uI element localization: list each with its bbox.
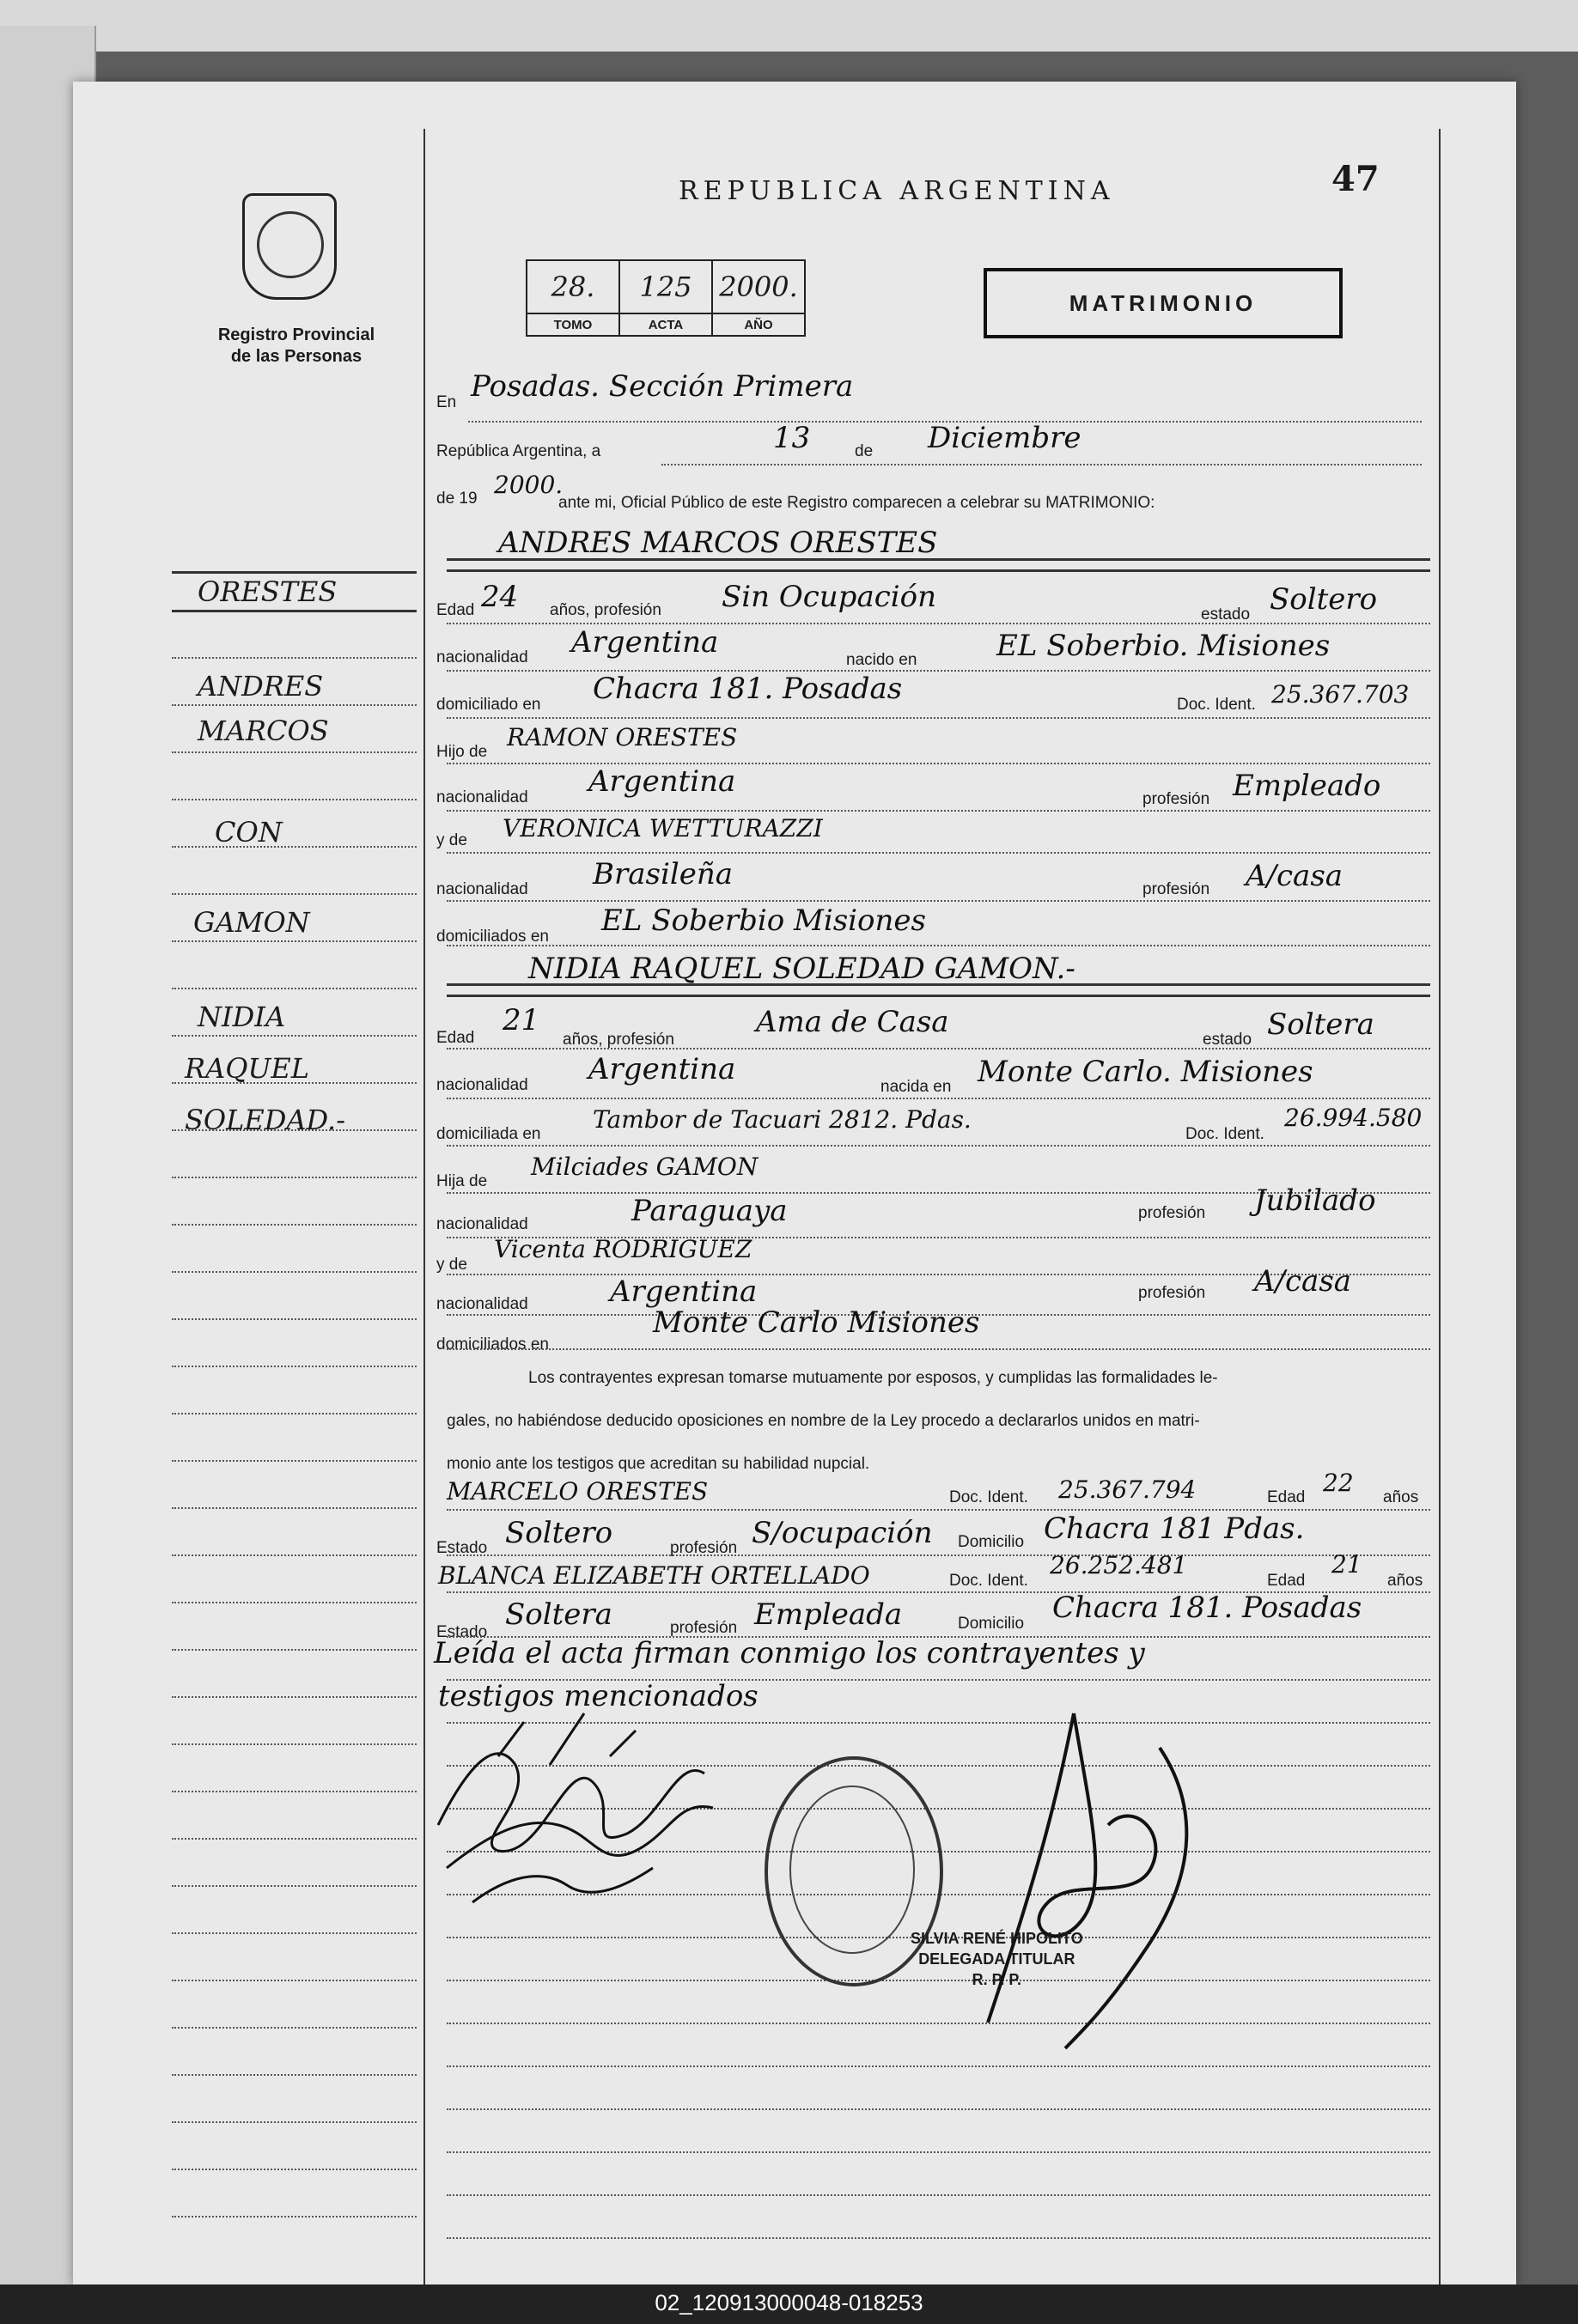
margin-rule: [172, 1413, 417, 1414]
contracting-parties-signatures: [421, 1705, 739, 1928]
margin-rule: [172, 1366, 417, 1367]
margin-rule: [172, 1271, 417, 1273]
line-rule: [447, 2237, 1430, 2239]
margin-given-bride-3: SOLEDAD.-: [185, 1104, 346, 1136]
margin-rule: [172, 751, 417, 753]
bride-doc: 26.994.580: [1284, 1104, 1423, 1132]
officer-stamp-text: [911, 1928, 1083, 1990]
groom-nacido-label: nacido en: [846, 651, 917, 669]
republica-label: República Argentina, a: [436, 442, 601, 460]
bride-hija-label: Hija de: [436, 1172, 488, 1190]
closing-line-1: Leída el acta firman conmigo los contrayentes y: [434, 1636, 1145, 1670]
witness2-edad-label: Edad: [1267, 1572, 1306, 1590]
acta-table: [526, 259, 806, 337]
bride-age: 21: [503, 1003, 540, 1037]
bride-name: NIDIA RAQUEL SOLEDAD GAMON.-: [528, 952, 1075, 986]
bride-mother-prof-label: profesión: [1138, 1284, 1206, 1302]
witness1-age: 22: [1323, 1469, 1354, 1497]
officer-office: R. P. P.: [972, 1971, 1022, 1988]
line-rule: [447, 2108, 1430, 2110]
country-heading: REPUBLICA ARGENTINA: [679, 176, 1115, 206]
groom-nationality: Argentina: [571, 625, 719, 660]
bride-yde-label: y de: [436, 1256, 467, 1274]
line-rule: [447, 945, 1430, 946]
bride-domiciliada-label: domiciliada en: [436, 1125, 541, 1143]
witness1-domicilio-label: Domicilio: [958, 1533, 1025, 1551]
line-rule: [447, 2151, 1430, 2153]
bride-father-prof-label: profesión: [1138, 1204, 1206, 1222]
margin-rule: [172, 846, 417, 848]
bride-mother-nationality: Argentina: [610, 1275, 758, 1309]
margin-rule: [172, 988, 417, 989]
margin-rule: [172, 2074, 417, 2076]
groom-doc-label: Doc. Ident.: [1177, 696, 1256, 714]
margin-rule: [172, 1554, 417, 1556]
bride-nationality: Argentina: [588, 1052, 736, 1086]
margin-rule: [172, 1035, 417, 1037]
witness1-doc-label: Doc. Ident.: [949, 1488, 1028, 1506]
declaration-paragraph: [447, 1366, 1430, 1477]
witness1-address: Chacra 181 Pdas.: [1044, 1512, 1305, 1546]
acta-label: ACTA: [619, 313, 712, 336]
line-rule: [447, 717, 1430, 719]
groom-mother-nationality: Brasileña: [593, 857, 733, 891]
bride-address: Tambor de Tacuari 2812. Pdas.: [593, 1105, 972, 1134]
margin-rule: [172, 657, 417, 659]
month-value: Diciembre: [928, 421, 1081, 455]
line-rule: [447, 558, 1430, 561]
groom-yde-label: y de: [436, 831, 467, 849]
line-rule: [661, 464, 1422, 465]
witness1-profesion-label: profesión: [670, 1539, 738, 1557]
groom-father-nationality: Argentina: [588, 764, 736, 799]
margin-rule: [172, 1082, 417, 1084]
line-rule: [447, 1145, 1430, 1147]
bride-doc-label: Doc. Ident.: [1185, 1125, 1264, 1143]
witness1-doc: 25.367.794: [1058, 1475, 1197, 1504]
closing-line-2: testigos mencionados: [438, 1679, 759, 1713]
margin-rule: [172, 2169, 417, 2170]
line-rule: [447, 623, 1430, 624]
margin-rule: [172, 2216, 417, 2218]
witness1-anos-label: años: [1383, 1488, 1419, 1506]
line-rule: [447, 1348, 1430, 1350]
ano-label: AÑO: [712, 313, 805, 336]
margin-given-groom-2: MARCOS: [198, 715, 329, 747]
margin-rule: [172, 799, 417, 800]
bride-profession: Ama de Casa: [756, 1005, 949, 1039]
bride-father-nat-label: nacionalidad: [436, 1215, 528, 1233]
bride-nacida-label: nacida en: [880, 1078, 952, 1096]
page-number: 47: [1331, 159, 1380, 199]
margin-rule: [172, 1507, 417, 1509]
margin-given-bride-1: NIDIA: [198, 1001, 286, 1033]
groom-nacionalidad-label: nacionalidad: [436, 648, 528, 666]
line-rule: [447, 2194, 1430, 2196]
groom-mother-nat-label: nacionalidad: [436, 880, 528, 898]
groom-domiciliado-label: domiciliado en: [436, 696, 541, 714]
line-rule: [447, 1509, 1430, 1511]
bride-mother-profession: A/casa: [1254, 1264, 1352, 1299]
margin-rule: [172, 1838, 417, 1840]
bride-estado: Soltera: [1267, 1007, 1374, 1042]
groom-estado-label: estado: [1201, 605, 1251, 624]
line-rule: [447, 569, 1430, 572]
groom-parents-address: EL Soberbio Misiones: [601, 903, 926, 938]
margin-rule: [172, 1602, 417, 1603]
groom-mother-profession: A/casa: [1246, 859, 1343, 893]
bride-estado-label: estado: [1203, 1031, 1252, 1049]
witness2-doc-label: Doc. Ident.: [949, 1572, 1028, 1590]
line-rule: [447, 852, 1430, 854]
witness2-age: 21: [1331, 1550, 1362, 1579]
groom-father-prof-label: profesión: [1142, 790, 1210, 808]
year-value: 2000.: [494, 471, 564, 499]
declaration-line-3: monio ante los testigos que acreditan su habilidad nupcial.: [447, 1455, 870, 1473]
margin-rule: [172, 1932, 417, 1934]
registry-name: [193, 325, 399, 368]
tomo-value: 28.: [527, 260, 619, 313]
bride-parents-address: Monte Carlo Misiones: [653, 1305, 980, 1340]
line-rule: [447, 2065, 1430, 2067]
witness1-profession: S/ocupación: [752, 1516, 933, 1550]
place-value: Posadas. Sección Primera: [471, 369, 854, 404]
margin-rule: [172, 704, 417, 706]
margin-connector: CON: [215, 816, 283, 849]
groom-doc: 25.367.703: [1271, 680, 1410, 709]
margin-given-bride-2: RAQUEL: [185, 1052, 310, 1085]
margin-rule: [172, 893, 417, 895]
margin-rule: [172, 2027, 417, 2029]
witness1-name: MARCELO ORESTES: [447, 1477, 709, 1506]
line-rule: [447, 995, 1430, 997]
year-prefix-label: de 19: [436, 490, 478, 508]
witness1-estado: Soltero: [505, 1516, 613, 1550]
officer-title: DELEGADA TITULAR: [918, 1950, 1075, 1968]
margin-rule: [172, 1649, 417, 1651]
margin-rule: [172, 1743, 417, 1745]
margin-rule: [172, 1460, 417, 1462]
witness2-name: BLANCA ELIZABETH ORTELLADO: [438, 1561, 870, 1590]
declaration-line-1: Los contrayentes expresan tomarse mutuamente por esposos, y cumplidas las formalidades le-: [528, 1369, 1218, 1387]
day-value: 13: [773, 421, 811, 455]
registry-line-2: de las Personas: [230, 347, 363, 366]
witness1-edad-label: Edad: [1267, 1488, 1306, 1506]
en-label: En: [436, 393, 457, 411]
bride-nacionalidad-label: nacionalidad: [436, 1076, 528, 1094]
margin-surname-bride: GAMON: [193, 906, 310, 939]
margin-rule: [172, 1980, 417, 1981]
witness2-doc: 26.252.481: [1050, 1551, 1188, 1579]
witness1-estado-label: Estado: [436, 1539, 488, 1557]
margin-rule: [172, 940, 417, 942]
de-label: de: [855, 442, 874, 460]
bride-domiciliados-label: domiciliados en: [436, 1335, 549, 1354]
groom-address: Chacra 181. Posadas: [593, 672, 903, 706]
bride-profesion-label: años, profesión: [563, 1031, 674, 1049]
officer-name: SILVIA RENÉ HIPOLITO: [911, 1930, 1083, 1947]
witness2-address: Chacra 181. Posadas: [1052, 1591, 1362, 1625]
bride-mother: Vicenta RODRIGUEZ: [494, 1235, 752, 1263]
line-rule: [447, 1048, 1430, 1049]
line-rule: [447, 1098, 1430, 1099]
margin-divider: [423, 129, 425, 2284]
groom-father-nat-label: nacionalidad: [436, 788, 528, 806]
witness2-domicilio-label: Domicilio: [958, 1615, 1025, 1633]
image-id-caption: 02_120913000048-018253: [655, 2290, 923, 2315]
bride-father: Milciades GAMON: [531, 1153, 759, 1181]
line-rule: [447, 810, 1430, 812]
groom-domiciliados-label: domiciliados en: [436, 928, 549, 946]
page-edge-top: [0, 0, 1578, 52]
margin-rule: [172, 1791, 417, 1792]
groom-profession: Sin Ocupación: [722, 580, 937, 614]
groom-mother: VERONICA WETTURAZZI: [503, 814, 823, 843]
groom-name: ANDRES MARCOS ORESTES: [498, 526, 938, 560]
margin-surname-groom: ORESTES: [198, 575, 338, 608]
witness2-profession: Empleada: [754, 1597, 903, 1632]
margin-rule: [172, 2121, 417, 2123]
margin-rule: [172, 1696, 417, 1698]
declaration-line-2: gales, no habiéndose deducido oposiciones en nombre de la Ley procedo a declararlos unidos en matri-: [447, 1412, 1200, 1430]
groom-father-profession: Empleado: [1233, 769, 1381, 803]
registry-line-1: Registro Provincial: [217, 325, 375, 344]
line-rule: [447, 900, 1430, 902]
witness2-profesion-label: profesión: [670, 1619, 738, 1637]
intro-text: ante mi, Oficial Público de este Registro comparecen a celebrar su MATRIMONIO:: [558, 494, 1155, 512]
line-rule: [447, 1554, 1430, 1556]
margin-rule: [172, 1885, 417, 1887]
ano-value: 2000.: [712, 260, 805, 313]
record-type-box: MATRIMONIO: [984, 268, 1343, 338]
groom-edad-label: Edad: [436, 601, 475, 619]
bride-edad-label: Edad: [436, 1029, 475, 1047]
groom-hijo-label: Hijo de: [436, 743, 488, 761]
right-divider: [1439, 129, 1441, 2284]
margin-rule: [172, 1224, 417, 1226]
margin-rule: [172, 571, 417, 574]
tomo-label: TOMO: [527, 313, 619, 336]
witness2-estado-label: Estado: [436, 1623, 488, 1641]
acta-value: 125: [619, 260, 712, 313]
line-rule: [447, 983, 1430, 986]
bride-mother-nat-label: nacionalidad: [436, 1295, 528, 1313]
groom-father: RAMON ORESTES: [507, 723, 738, 751]
groom-mother-prof-label: profesión: [1142, 880, 1210, 898]
bride-birthplace: Monte Carlo. Misiones: [978, 1055, 1313, 1089]
groom-profesion-label: años, profesión: [550, 601, 661, 619]
groom-age: 24: [481, 580, 519, 614]
bride-father-nationality: Paraguaya: [631, 1194, 788, 1228]
margin-rule: [172, 610, 417, 612]
groom-birthplace: EL Soberbio. Misiones: [996, 629, 1331, 663]
margin-rule: [172, 1318, 417, 1320]
witness2-estado: Soltera: [505, 1597, 612, 1632]
margin-given-groom-1: ANDRES: [198, 670, 324, 703]
margin-rule: [172, 1177, 417, 1178]
witness2-anos-label: años: [1387, 1572, 1423, 1590]
margin-rule: [172, 1129, 417, 1131]
groom-estado: Soltero: [1270, 582, 1378, 617]
bride-father-profession: Jubilado: [1254, 1183, 1376, 1218]
officer-signature: [936, 1696, 1246, 2057]
coat-of-arms-icon: [242, 193, 337, 300]
